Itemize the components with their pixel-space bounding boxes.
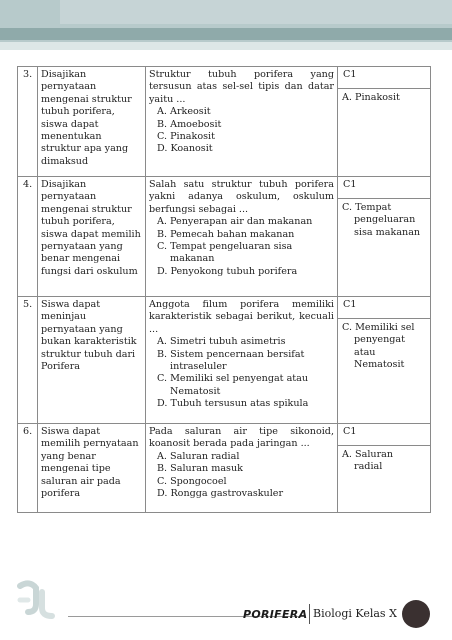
option-item: B. Sistem pencernaan bersifat intraseluler bbox=[157, 348, 305, 373]
question-cell bbox=[146, 424, 338, 513]
question-cell bbox=[146, 177, 338, 297]
answer-key: A. Saluran radial bbox=[342, 449, 394, 473]
option-list bbox=[157, 216, 334, 278]
cognitive-level: C1 bbox=[338, 177, 430, 199]
question-text: Struktur tubuh porifera yang tersusun atas sel-sel tipis dan datar yaitu ... bbox=[149, 69, 334, 105]
option-item: C. Pinakosit bbox=[157, 131, 215, 143]
indicator-cell: Siswa dapat memilih pernyataan yang benar mengenai tipe saluran air pada porifera bbox=[38, 424, 146, 513]
answer-cell bbox=[338, 67, 431, 177]
answer-key: C. Memiliki sel penyengat atau Nematosit bbox=[342, 322, 415, 371]
option-item: C. Memiliki sel penyengat atau Nematosit bbox=[157, 373, 309, 397]
answer-key: C. Tempat pengeluaran sisa makanan bbox=[342, 202, 421, 238]
option-list bbox=[157, 451, 334, 501]
footer-brand: PORIFERA bbox=[243, 608, 308, 621]
row-number: 5. bbox=[18, 297, 38, 424]
question-cell bbox=[146, 67, 338, 177]
indicator-cell: Disajikan pernyataan mengenai struktur tubuh porifera, siswa dapat menentukan struktur apa yang dimaksud bbox=[38, 67, 146, 177]
table-row bbox=[18, 67, 431, 177]
answer-cell bbox=[338, 177, 431, 297]
option-item: D. Koanosit bbox=[157, 143, 213, 155]
header-band-pale bbox=[0, 42, 452, 50]
option-item: D. Rongga gastrovaskuler bbox=[157, 488, 284, 500]
option-item: D. Penyokong tubuh porifera bbox=[157, 265, 298, 277]
header-band bbox=[0, 0, 452, 62]
question-cell bbox=[146, 297, 338, 424]
cognitive-level: C1 bbox=[338, 297, 430, 319]
footer-subject: Biologi Kelas X bbox=[313, 607, 397, 620]
row-number: 3. bbox=[18, 67, 38, 177]
indicator-cell: Disajikan pernyataan mengenai struktur tubuh porifera, siswa dapat memilih pernyataan yang benar mengenai fungsi dari oskulum bbox=[38, 177, 146, 297]
option-item: A. Saluran radial bbox=[157, 450, 240, 462]
question-text: Anggota filum porifera memiliki karakteristik sebagai berikut, kecuali ... bbox=[149, 299, 334, 335]
option-item: A. Penyerapan air dan makanan bbox=[157, 216, 313, 228]
row-number: 6. bbox=[18, 424, 38, 513]
option-list bbox=[157, 106, 334, 156]
footer-separator bbox=[309, 604, 310, 624]
question-text: Pada saluran air tipe sikonoid, koanosit berada pada jaringan ... bbox=[149, 426, 334, 450]
option-item: B. Saluran masuk bbox=[157, 463, 243, 475]
row-number: 4. bbox=[18, 177, 38, 297]
option-item: D. Tubuh tersusun atas spikula bbox=[157, 398, 309, 410]
footer-circle-icon bbox=[402, 600, 430, 628]
answer-cell bbox=[338, 297, 431, 424]
table-row bbox=[18, 177, 431, 297]
option-item: B. Pemecah bahan makanan bbox=[157, 228, 295, 240]
option-item: C. Tempat pengeluaran sisa makanan bbox=[157, 241, 293, 265]
answer-key: A. Pinakosit bbox=[342, 92, 400, 103]
option-item: C. Spongocoel bbox=[157, 475, 227, 487]
question-text: Salah satu struktur tubuh porifera yakni adanya oskulum, oskulum berfungsi sebagai ... bbox=[149, 179, 334, 215]
option-list bbox=[157, 336, 334, 410]
indicator-cell: Siswa dapat meninjau pernyataan yang bukan karakteristik struktur tubuh dari Porifera bbox=[38, 297, 146, 424]
header-band-dark bbox=[0, 28, 452, 40]
question-table bbox=[17, 66, 431, 513]
cognitive-level: C1 bbox=[338, 424, 430, 446]
table-row bbox=[18, 297, 431, 424]
option-item: A. Arkeosit bbox=[157, 106, 211, 118]
option-item: A. Simetri tubuh asimetris bbox=[157, 336, 286, 348]
cognitive-level: C1 bbox=[338, 67, 430, 89]
option-item: B. Amoebosit bbox=[157, 118, 222, 130]
answer-cell bbox=[338, 424, 431, 513]
decorative-swirl-icon bbox=[16, 578, 66, 620]
table-row bbox=[18, 424, 431, 513]
header-band-overlay bbox=[60, 0, 452, 24]
